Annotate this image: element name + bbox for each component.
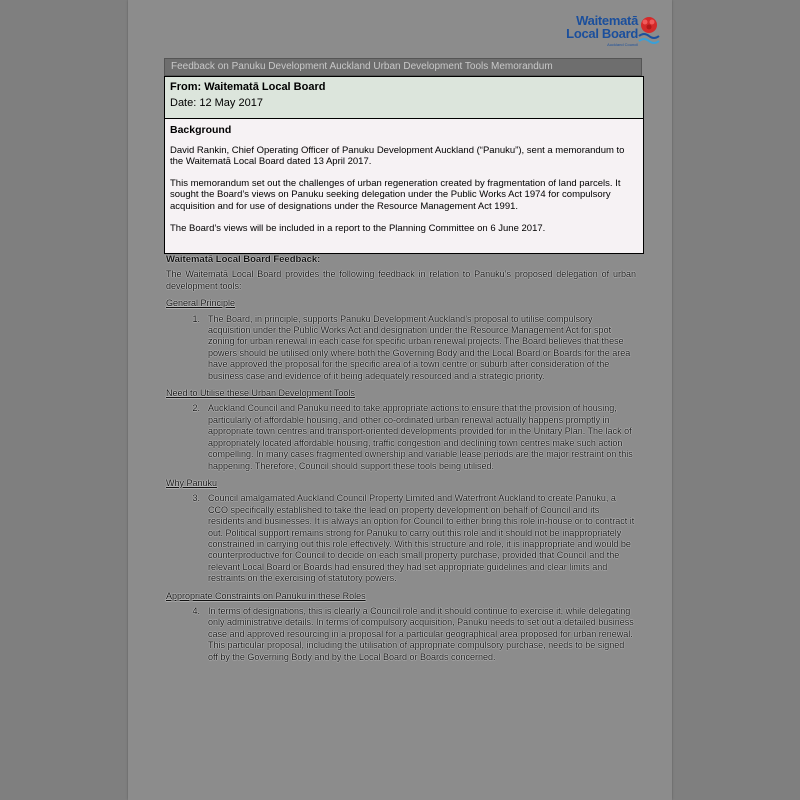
logo-sub: Auckland Council (607, 42, 638, 47)
list-item (166, 403, 636, 471)
logo-line1: Waitematā (576, 13, 638, 28)
feedback-section (166, 254, 636, 669)
item-text: In terms of designations, this is clearly a Council role and it should continue to exercise it, while delegating only administrative details. In terms of compulsory acquisition, Panuku needs to set out a detailed business case and approved resourcing in a proposal for a particular geographical area proposed for urban renewal. This particular proposal, including the utilisation of appropriate compulsory purchase, needs to be signed off by the Governing Body and by the Local Board or Boards concerned. (208, 605, 634, 662)
item-text: The Board, in principle, supports Panuku Development Auckland’s proposal to utilise compulsory acquisition under the Public Works Act and designation under the Resource Management Act for spot zoning for urban renewal in each case for specific urban renewal projects. The Board believes that these powers should be utilised only where both the Governing Body and the Local Board or Boards for the area have approved the proposal for the specific area of a town centre or suburb after consideration of the business case and evidence of it being adequately resourced and a strategic priority. (208, 313, 631, 381)
list-item (166, 606, 636, 663)
section-title-why-panuku: Why Panuku (166, 477, 218, 488)
background-paragraph-2: This memorandum set out the challenges of urban regeneration created by fragmentation of land parcels. It sought the Board’s views on Panuku seeking delegation under the Public Works Act 1974 for compulsory acquisition and for use of designations under the Resource Management Act 1991. (170, 177, 621, 212)
item-text: Auckland Council and Panuku need to take appropriate actions to ensure that the provision of housing, particularly of affordable housing, and other co-ordinated urban renewal actually happens promptly in appropriate town centres and transport-oriented developments provided for in the Unitary Plan. The lack of appropriately located affordable housing, traffic congestion and declining town centres make such action compelling. In many cases fragmented ownership and variable lease periods are the major restraint on this happening. Therefore, Council should support these tools being utilised. (208, 403, 633, 471)
feedback-intro: The Waitematā Local Board provides the following feedback in relation to Panuku’s proposed delegation of urban development tools: (166, 269, 636, 291)
pohutukawa-icon (638, 16, 660, 46)
background-heading: Background (170, 124, 232, 136)
item-number: 1. (192, 313, 200, 324)
list-item (166, 314, 636, 382)
date-line: Date: 12 May 2017 (170, 97, 263, 109)
document-page (128, 0, 672, 800)
section-title-appropriate-constraints: Appropriate Constraints on Panuku in these Roles (166, 590, 366, 601)
item-number: 3. (192, 493, 200, 504)
logo-line2: Local Board (566, 26, 638, 41)
memo-title-bar: Feedback on Panuku Development Auckland Urban Development Tools Memorandum (164, 58, 642, 76)
from-line: From: Waitematā Local Board (170, 81, 326, 93)
item-text: Council amalgamated Auckland Council Property Limited and Waterfront Auckland to create Panuku, a CCO specifically established to take the lead on property development on behalf of Council and its residents and businesses. It is always an option for Council to either bring this role in-house or to contract it out. Political support remains strong for Panuku to carry out this role and it should not be inappropriately constrained in carrying out this role effectively. With this structure and role, it is inappropriate and would be counterproductive for Council to decide on each small property purchase, provided that Council and the relevant Local Board or Boards had ensured they had set appropriate guidelines and clear limits and restraints on the exercising of statutory powers. (208, 493, 635, 584)
feedback-heading: Waitematā Local Board Feedback: (166, 254, 321, 265)
item-number: 4. (192, 605, 200, 616)
section-title-need-to-utilise: Need to Utilise these Urban Development Tools (166, 388, 355, 399)
section-title-general-principle: General Principle (166, 298, 236, 309)
background-paragraph-3: The Board’s views will be included in a report to the Planning Committee on 6 June 2017. (170, 222, 546, 234)
item-number: 2. (192, 403, 200, 414)
waitemata-logo (540, 14, 660, 52)
background-box (164, 118, 644, 254)
background-paragraph-1: David Rankin, Chief Operating Officer of Panuku Development Auckland (“Panuku”), sent a memorandum to the Waitematā Local Board dated 13 April 2017. (170, 144, 625, 168)
list-item (166, 493, 636, 584)
from-box (164, 76, 644, 120)
